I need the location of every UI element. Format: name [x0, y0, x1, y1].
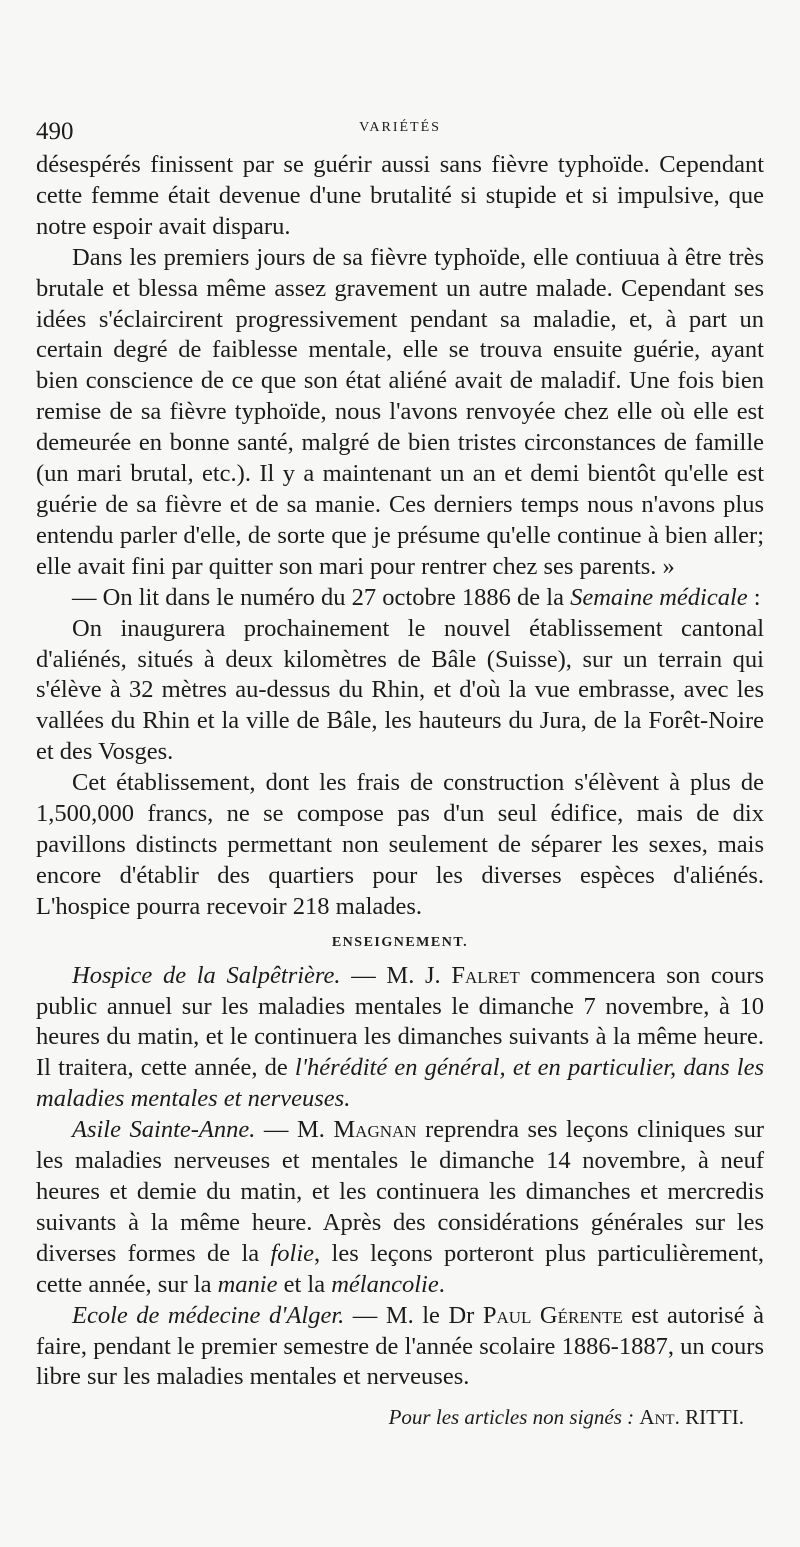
place-sainte-anne: Asile Sainte-Anne.	[72, 1116, 256, 1144]
name-gerente: Paul Gérente	[482, 1301, 623, 1329]
paragraph-typhoid-case: Dans les premiers jours de sa fièvre typhoïde, elle contiuua à être très brutale et blessa même assez gravement un autre malade. Cependant ses idées s'éclaircirent progressivement pendant sa maladie, et, à part un certain degré de faiblesse mentale, elle se trouva ensuite guérie, ayant bien conscience de ce que son état aliéné avait de maladif. Une fois bien remise de sa fièvre typhoïde, nous l'avons renvoyée chez elle où elle est demeurée en bonne santé, malgré de bien tristes circonstances de famille (un mari brutal, etc.). Il y a maintenant un an et demi bientôt qu'elle est guérie de sa fièvre et de sa manie. Ces derniers temps nous n'avons plus entendu parler d'elle, de sorte que je présume qu'elle continue à bien aller; elle avait fini par quitter son mari pour rentrer chez ses parents. »	[36, 243, 764, 580]
paragraph-salpetriere: Hospice de la Salpêtrière. — M. J. Falret commencera son cours public annuel sur les maladies mentales le dimanche 7 novembre, à 10 heures du matin, et le continuera les dimanches suivants à la même heure. Il traitera, cette année, de l'hérédité en général, et en particulier, dans les maladies mentales et nerveuses.	[36, 961, 764, 1113]
paragraph-establishment-cost: Cet établissement, dont les frais de construction s'élèvent à plus de 1,500,000 francs, ne se compose pas d'un seul édifice, mais de dix pavillons distincts permettant non seulement de séparer les sexes, mais encore d'établir des quartiers pour les diverses espèces d'aliénés. L'hospice pourra recevoir 218 malades.	[36, 769, 764, 920]
document-page	[36, 100, 764, 1431]
paragraph-semaine-medicale: — On lit dans le numéro du 27 octobre 1886 de la Semaine médicale :	[72, 583, 761, 611]
section-title-enseignement: ENSEIGNEMENT.	[331, 934, 469, 950]
paragraph-sainte-anne: Asile Sainte-Anne. — M. Magnan reprendra ses leçons cliniques sur les maladies nerveuses et mentales le dimanche 14 novembre, à neuf heures et demie du matin, et les continuera les dimanches et mercredis suivants à la même heure. Après des considérations générales sur les diverses formes de la folie, les leçons porteront plus particulièrement, cette année, sur la manie et la mélancolie.	[36, 1116, 764, 1298]
signature-line: Pour les articles non signés : Ant. RITTI.	[388, 1405, 744, 1430]
name-magnan: Magnan	[333, 1116, 417, 1144]
running-title: VARIÉTÉS	[359, 120, 441, 135]
paragraph-alger: Ecole de médecine d'Alger. — M. le Dr Paul Gérente est autorisé à faire, pendant le premier semestre de l'année scolaire 1886-1887, un cours libre sur les maladies mentales et nerveuses.	[36, 1301, 764, 1391]
page-header	[36, 100, 764, 150]
paragraph-bale-asylum: On inaugurera prochainement le nouvel établissement cantonal d'aliénés, situés à deux kilomètres de Bâle (Suisse), sur un terrain qui s'élève à 32 mètres au-dessus du Rhin, et d'où la vue embrasse, avec les vallées du Rhin et la ville de Bâle, les hauteurs du Jura, de la Forêt-Noire et des Vosges.	[36, 614, 764, 766]
page-number: 490	[36, 118, 74, 145]
name-falret: Falret	[451, 961, 520, 989]
course-topic: l'hérédité en général, et en particulier, dans les maladies mentales et nerveuses.	[36, 1054, 764, 1113]
place-salpetriere: Hospice de la Salpêtrière.	[72, 961, 341, 989]
place-alger: Ecole de médecine d'Alger.	[72, 1301, 345, 1329]
paragraph-continuation: désespérés finissent par se guérir aussi sans fièvre typhoïde. Cependant cette femme était devenue d'une brutalité si stupide et si impulsive, que notre espoir avait disparu.	[36, 151, 764, 240]
journal-title: Semaine médicale	[570, 583, 748, 611]
